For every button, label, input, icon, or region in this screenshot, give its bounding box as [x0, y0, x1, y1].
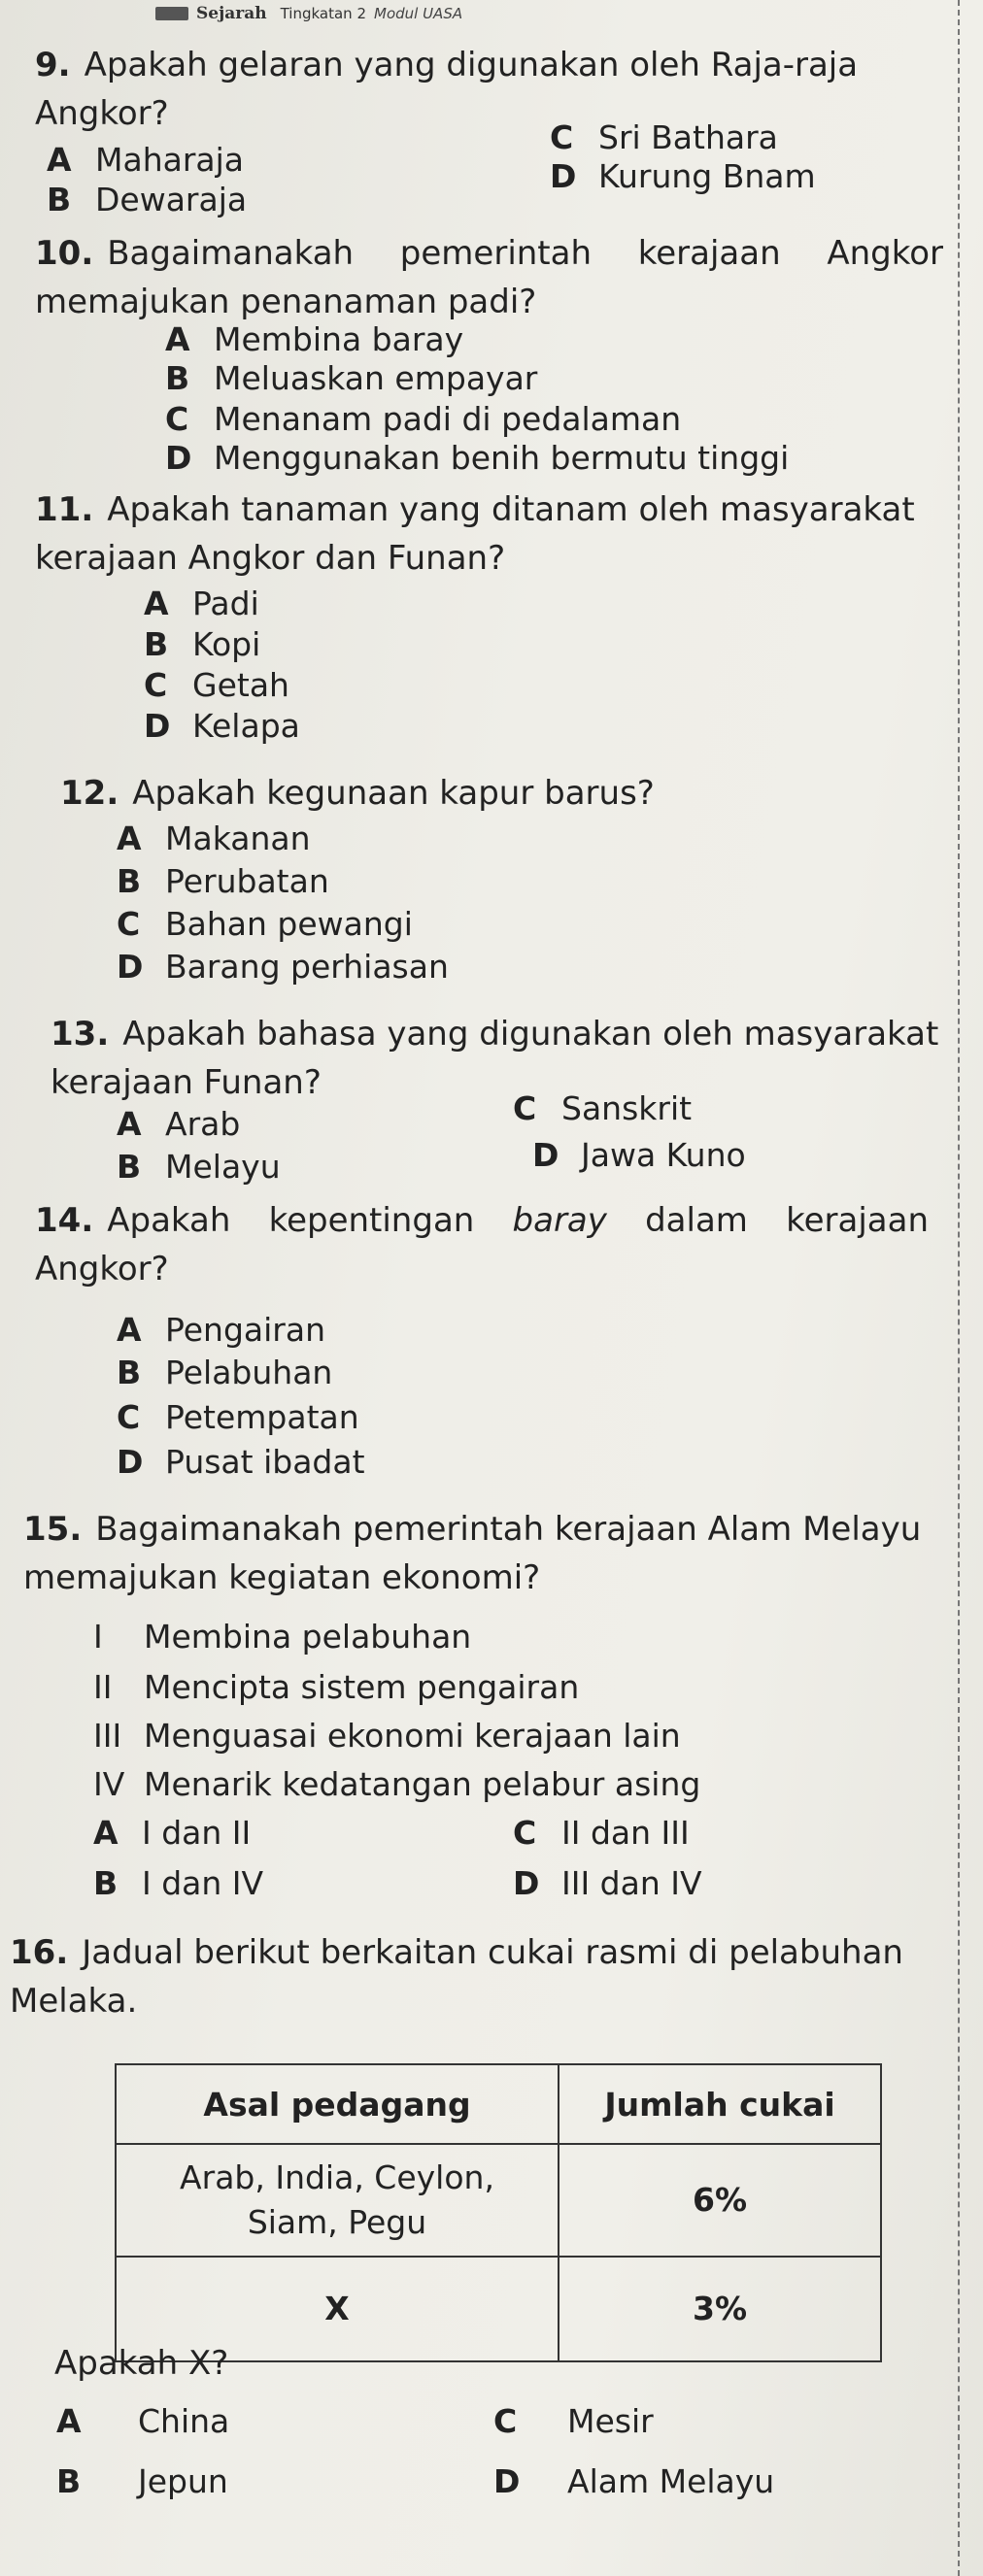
option-b[interactable]: B Meluaskan empayar [165, 359, 538, 397]
book-icon [155, 7, 188, 20]
question-11 [35, 485, 943, 583]
question-number: 14. [35, 1201, 94, 1240]
option-a[interactable]: A Padi [144, 585, 259, 622]
option-a[interactable]: A Arab [117, 1105, 241, 1143]
option-b[interactable]: B Perubatan [117, 862, 329, 900]
option-b[interactable]: B Kopi [144, 625, 261, 663]
option-c[interactable]: C Mesir [493, 2402, 654, 2440]
option-d[interactable]: D Jawa Kuno [532, 1136, 746, 1174]
question-15 [23, 1505, 956, 1602]
option-a[interactable]: A Makanan [117, 820, 311, 857]
option-c[interactable]: C Sri Bathara [550, 118, 778, 156]
question-stem: Apakah kepentingan baray dalam kerajaan Angkor? [35, 1201, 929, 1288]
table-header-row [116, 2064, 881, 2144]
option-c[interactable]: C Getah [144, 666, 289, 704]
question-number: 15. [23, 1510, 83, 1549]
option-c[interactable]: C Petempatan [117, 1398, 359, 1436]
statement-iii: III Menguasai ekonomi kerajaan lain [93, 1717, 681, 1755]
question-number: 12. [60, 774, 119, 813]
option-c[interactable]: C II dan III [513, 1814, 690, 1852]
option-d[interactable]: D Menggunakan benih bermutu tinggi [165, 439, 790, 477]
table-row [116, 2144, 881, 2257]
question-number: 13. [51, 1015, 110, 1054]
table-cell: Arab, India, Ceylon, Siam, Pegu [116, 2144, 559, 2257]
option-d[interactable]: D Kelapa [144, 707, 300, 745]
option-d[interactable]: D Barang perhiasan [117, 948, 449, 986]
statement-iv: IV Menarik kedatangan pelabur asing [93, 1765, 701, 1803]
table-cell: X [116, 2257, 559, 2361]
statement-i: I Membina pelabuhan [93, 1618, 472, 1656]
question-stem: Apakah bahasa yang digunakan oleh masyarakat kerajaan Funan? [51, 1015, 939, 1102]
option-b[interactable]: B Pelabuhan [117, 1354, 333, 1391]
question-number: 10. [35, 234, 94, 273]
option-b[interactable]: B I dan IV [93, 1864, 264, 1902]
question-stem: Bagaimanakah pemerintah kerajaan Alam Melayu memajukan kegiatan ekonomi? [23, 1510, 922, 1597]
option-c[interactable]: C Menanam padi di pedalaman [165, 400, 682, 438]
option-b[interactable]: B Melayu [117, 1148, 281, 1186]
question-16 [10, 1928, 952, 2025]
question-stem: Apakah kegunaan kapur barus? [132, 774, 655, 813]
option-b[interactable]: B Dewaraja [47, 181, 248, 218]
cukai-table [115, 2063, 882, 2362]
table-cell: 3% [559, 2257, 881, 2361]
table-header: Jumlah cukai [559, 2064, 881, 2144]
question-number: 9. [35, 46, 71, 84]
option-a[interactable]: A China [56, 2402, 230, 2440]
option-d[interactable]: D Alam Melayu [493, 2462, 775, 2500]
option-a[interactable]: A Maharaja [47, 141, 245, 179]
question-13 [51, 1010, 944, 1107]
option-a[interactable]: A Pengairan [117, 1311, 325, 1349]
subject-title: Sejarah [196, 4, 267, 23]
question-12 [60, 769, 964, 818]
table-header: Asal pedagang [116, 2064, 559, 2144]
series-label: Tingkatan 2 [280, 5, 366, 22]
question-stem: Apakah tanaman yang ditanam oleh masyarakat kerajaan Angkor dan Funan? [35, 490, 915, 578]
page-header [155, 4, 462, 23]
table-cell: 6% [559, 2144, 881, 2257]
cut-line [958, 0, 960, 2576]
question-stem: Jadual berikut berkaitan cukai rasmi di pelabuhan Melaka. [10, 1933, 903, 2021]
modul-label: Modul UASA [374, 5, 463, 22]
question-10 [35, 229, 943, 326]
option-c[interactable]: C Sanskrit [513, 1089, 693, 1127]
question-16-prompt: Apakah X? [54, 2344, 229, 2383]
option-a[interactable]: A Membina baray [165, 320, 464, 358]
question-stem: Bagaimanakah pemerintah kerajaan Angkor memajukan penanaman padi? [35, 234, 943, 321]
question-9 [35, 41, 909, 138]
question-number: 11. [35, 490, 94, 529]
option-d[interactable]: D Pusat ibadat [117, 1443, 365, 1481]
question-stem: Apakah gelaran yang digunakan oleh Raja-raja Angkor? [35, 46, 859, 133]
option-d[interactable]: D III dan IV [513, 1864, 702, 1902]
statement-ii: II Mencipta sistem pengairan [93, 1668, 580, 1706]
table-row [116, 2257, 881, 2361]
question-number: 16. [10, 1933, 69, 1972]
option-b[interactable]: B Jepun [56, 2462, 228, 2500]
option-d[interactable]: D Kurung Bnam [550, 157, 816, 195]
option-c[interactable]: C Bahan pewangi [117, 905, 413, 943]
question-14 [35, 1196, 929, 1293]
option-a[interactable]: A I dan II [93, 1814, 252, 1852]
